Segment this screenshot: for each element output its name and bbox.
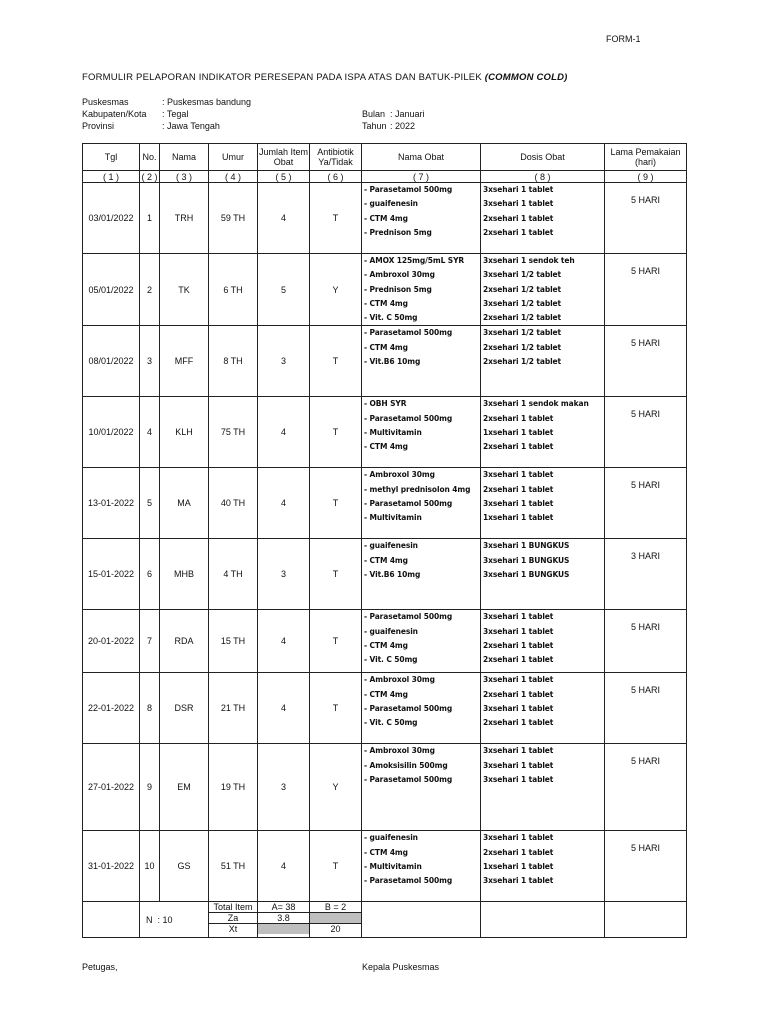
drug-name: - CTM 4mg	[364, 213, 408, 223]
drug-name: - CTM 4mg	[364, 555, 408, 565]
facility-info	[82, 96, 251, 132]
dose-list-cell	[481, 744, 605, 831]
dose-text: 2xsehari 1/2 tablet	[483, 313, 562, 323]
antibiotic-cell: T	[310, 539, 362, 610]
name-cell: TRH	[160, 183, 209, 254]
age-cell: 4 TH	[209, 539, 258, 610]
no-cell: 3	[140, 326, 160, 397]
no-cell: 5	[140, 468, 160, 539]
drug-name: - CTM 4mg	[364, 342, 408, 352]
dose-list-cell	[481, 326, 605, 397]
dose-text: 2xsehari 1 tablet	[483, 227, 554, 237]
xt-label: Xt	[228, 924, 238, 935]
header-no: No.	[140, 144, 160, 171]
age-cell: 8 TH	[209, 326, 258, 397]
shaded-cell	[258, 924, 309, 935]
header-tgl: Tgl	[83, 144, 140, 171]
antibiotic-cell: T	[310, 397, 362, 468]
antibiotic-cell: T	[310, 183, 362, 254]
dose-text: 3xsehari 1 sendok teh	[483, 256, 575, 265]
drug-name: - guaifenesin	[364, 626, 418, 636]
n-value: : 10	[157, 914, 173, 925]
header-nama-obat: Nama Obat	[362, 144, 481, 171]
dose-list-cell	[481, 183, 605, 254]
table-row	[83, 468, 687, 539]
item-count-cell: 4	[258, 468, 310, 539]
item-count-cell: 5	[258, 254, 310, 326]
drug-name: - AMOX 125mg/5mL SYR	[364, 256, 465, 265]
col-number: ( 2 )	[141, 171, 158, 182]
dose-text: 3xsehari 1 BUNGKUS	[483, 541, 570, 551]
b-value: B = 2	[310, 902, 361, 913]
date-cell: 31-01-2022	[83, 831, 140, 902]
dose-text: 2xsehari 1 tablet	[483, 718, 554, 728]
name-cell: RDA	[160, 610, 209, 673]
za-value: 3.8	[258, 913, 309, 924]
drug-name: - methyl prednisolon 4mg	[364, 484, 471, 494]
dose-text: 1xsehari 1 tablet	[483, 428, 554, 438]
drug-name: - Multivitamin	[364, 513, 422, 523]
dose-list-cell	[481, 254, 605, 326]
header-umur: Umur	[209, 144, 258, 171]
drug-name: - Parasetamol 500mg	[364, 328, 453, 338]
date-cell: 22-01-2022	[83, 673, 140, 744]
dose-list-cell	[481, 539, 605, 610]
age-cell: 59 TH	[209, 183, 258, 254]
col-number: ( 3 )	[160, 171, 209, 183]
dose-list-cell	[481, 397, 605, 468]
table-row	[83, 673, 687, 744]
dose-list-cell	[481, 831, 605, 902]
dose-text: 2xsehari 1 tablet	[483, 442, 554, 452]
antibiotic-cell: T	[310, 831, 362, 902]
drug-name: - Ambroxol 30mg	[364, 675, 435, 685]
dose-text: 3xsehari 1 tablet	[483, 704, 554, 714]
duration-cell: 5 HARI	[605, 468, 687, 539]
bulan-label: Bulan	[362, 109, 386, 119]
drug-list-cell	[362, 183, 481, 254]
summary-row	[83, 902, 687, 938]
name-cell: GS	[160, 831, 209, 902]
col-number: ( 4 )	[209, 171, 258, 183]
table-row	[83, 183, 687, 254]
drug-name: - CTM 4mg	[364, 298, 408, 308]
col-number: ( 5 )	[258, 171, 310, 183]
drug-name: - guaifenesin	[364, 199, 418, 209]
drug-name: - Prednison 5mg	[364, 284, 432, 294]
tahun-value: : 2022	[390, 121, 416, 131]
no-cell: 6	[140, 539, 160, 610]
date-cell: 20-01-2022	[83, 610, 140, 673]
no-cell: 8	[140, 673, 160, 744]
antibiotic-cell: T	[310, 610, 362, 673]
age-cell: 40 TH	[209, 468, 258, 539]
dose-text: 3xsehari 1 tablet	[483, 876, 554, 886]
antibiotic-cell: T	[310, 326, 362, 397]
drug-name: - Parasetamol 500mg	[364, 876, 453, 886]
form-code: FORM-1	[606, 34, 641, 44]
n-cell	[140, 902, 209, 938]
age-cell: 19 TH	[209, 744, 258, 831]
duration-cell: 5 HARI	[605, 831, 687, 902]
table-row	[83, 254, 687, 326]
title-main: FORMULIR PELAPORAN INDIKATOR PERESEPAN PADA ISPA ATAS DAN BATUK-PILEK	[82, 72, 482, 83]
dose-text: 2xsehari 1 tablet	[483, 655, 554, 665]
provinsi-value: : Jawa Tengah	[162, 121, 220, 131]
drug-name: - guaifenesin	[364, 833, 418, 843]
name-cell: DSR	[160, 673, 209, 744]
drug-name: - Multivitamin	[364, 862, 422, 872]
drug-name: - Vit.B6 10mg	[364, 570, 421, 580]
dose-text: 3xsehari 1 tablet	[483, 612, 554, 622]
dose-text: 1xsehari 1 tablet	[483, 862, 554, 872]
kabupaten-label: Kabupaten/Kota	[82, 109, 147, 119]
drug-name: - Parasetamol 500mg	[364, 185, 453, 194]
col-number: ( 1 )	[83, 171, 140, 183]
date-cell: 13-01-2022	[83, 468, 140, 539]
dose-text: 3xsehari 1 tablet	[483, 833, 554, 843]
name-cell: EM	[160, 744, 209, 831]
no-cell: 7	[140, 610, 160, 673]
drug-name: - Ambroxol 30mg	[364, 746, 435, 756]
duration-cell: 5 HARI	[605, 610, 687, 673]
dose-text: 3xsehari 1 tablet	[483, 185, 554, 194]
col-number: ( 8 )	[481, 171, 605, 183]
age-cell: 75 TH	[209, 397, 258, 468]
item-count-cell: 4	[258, 397, 310, 468]
name-cell: MA	[160, 468, 209, 539]
date-cell: 08/01/2022	[83, 326, 140, 397]
dose-text: 3xsehari 1/2 tablet	[483, 270, 562, 280]
age-cell: 21 TH	[209, 673, 258, 744]
table-row	[83, 397, 687, 468]
header-row	[83, 144, 687, 171]
no-cell: 1	[140, 183, 160, 254]
drug-name: - Ambroxol 30mg	[364, 270, 435, 280]
age-cell: 51 TH	[209, 831, 258, 902]
drug-list-cell	[362, 539, 481, 610]
kabupaten-value: : Tegal	[162, 109, 189, 119]
table-row	[83, 539, 687, 610]
dose-text: 3xsehari 1 BUNGKUS	[483, 555, 570, 565]
antibiotic-cell: T	[310, 673, 362, 744]
provinsi-label: Provinsi	[82, 121, 115, 131]
drug-list-cell	[362, 744, 481, 831]
date-cell: 10/01/2022	[83, 397, 140, 468]
drug-name: - Vit. C 50mg	[364, 313, 418, 323]
drug-list-cell	[362, 673, 481, 744]
dose-text: 2xsehari 1/2 tablet	[483, 284, 562, 294]
duration-cell: 5 HARI	[605, 183, 687, 254]
dose-text: 3xsehari 1 sendok makan	[483, 399, 589, 409]
dose-text: 1xsehari 1 tablet	[483, 513, 554, 523]
puskesmas-value: : Puskesmas bandung	[162, 97, 252, 107]
table-row	[83, 744, 687, 831]
item-count-cell: 3	[258, 744, 310, 831]
duration-cell: 5 HARI	[605, 673, 687, 744]
dose-text: 2xsehari 1/2 tablet	[483, 342, 562, 352]
drug-name: - Parasetamol 500mg	[364, 499, 453, 509]
col-number: ( 6 )	[310, 171, 362, 183]
total-item-label: Total Item	[209, 902, 257, 913]
name-cell: MHB	[160, 539, 209, 610]
drug-name: - Prednison 5mg	[364, 227, 432, 237]
drug-name: - Ambroxol 30mg	[364, 470, 435, 480]
drug-name: - CTM 4mg	[364, 689, 408, 699]
drug-name: - OBH SYR	[364, 399, 407, 409]
bulan-value: : Januari	[390, 109, 425, 119]
item-count-cell: 3	[258, 326, 310, 397]
no-cell: 9	[140, 744, 160, 831]
prescription-table	[82, 143, 687, 938]
dose-text: 2xsehari 1 tablet	[483, 847, 554, 857]
date-cell: 03/01/2022	[83, 183, 140, 254]
no-cell: 10	[140, 831, 160, 902]
duration-cell: 5 HARI	[605, 397, 687, 468]
antibiotic-cell: Y	[310, 254, 362, 326]
name-cell: TK	[160, 254, 209, 326]
dose-text: 3xsehari 1 tablet	[483, 675, 554, 685]
title-italic: (COMMON COLD)	[484, 72, 568, 83]
drug-name: - Vit.B6 10mg	[364, 357, 421, 367]
duration-cell: 5 HARI	[605, 254, 687, 326]
drug-name: - Multivitamin	[364, 428, 422, 438]
item-count-cell: 3	[258, 539, 310, 610]
name-cell: MFF	[160, 326, 209, 397]
date-cell: 27-01-2022	[83, 744, 140, 831]
header-dosis: Dosis Obat	[481, 144, 605, 171]
dose-text: 3xsehari 1 tablet	[483, 775, 554, 785]
dose-text: 3xsehari 1 BUNGKUS	[483, 570, 570, 580]
item-count-cell: 4	[258, 673, 310, 744]
dose-text: 2xsehari 1/2 tablet	[483, 357, 562, 367]
dose-text: 3xsehari 1/2 tablet	[483, 328, 562, 338]
dose-text: 2xsehari 1 tablet	[483, 413, 554, 423]
column-number-row	[83, 171, 687, 183]
dose-list-cell	[481, 673, 605, 744]
duration-cell: 5 HARI	[605, 744, 687, 831]
drug-name: - guaifenesin	[364, 541, 418, 551]
drug-list-cell	[362, 397, 481, 468]
dose-text: 3xsehari 1/2 tablet	[483, 298, 562, 308]
age-cell: 15 TH	[209, 610, 258, 673]
drug-name: - Vit. C 50mg	[364, 655, 418, 665]
kepala-label: Kepala Puskesmas	[362, 962, 440, 972]
period-info	[362, 108, 425, 132]
drug-name: - Amoksisilin 500mg	[364, 760, 448, 770]
dose-text: 2xsehari 1 tablet	[483, 641, 554, 651]
dose-list-cell	[481, 610, 605, 673]
header-jumlah: Jumlah Item Obat	[258, 144, 310, 171]
drug-name: - CTM 4mg	[364, 442, 408, 452]
a-value: A= 38	[258, 902, 309, 913]
table-row	[83, 326, 687, 397]
age-cell: 6 TH	[209, 254, 258, 326]
dose-text: 3xsehari 1 tablet	[483, 746, 554, 756]
date-cell: 15-01-2022	[83, 539, 140, 610]
dose-text: 3xsehari 1 tablet	[483, 470, 554, 480]
puskesmas-label: Puskesmas	[82, 97, 129, 107]
dose-text: 2xsehari 1 tablet	[483, 689, 554, 699]
drug-name: - Parasetamol 500mg	[364, 704, 453, 714]
dose-text: 2xsehari 1 tablet	[483, 213, 554, 223]
duration-cell: 5 HARI	[605, 326, 687, 397]
no-cell: 4	[140, 397, 160, 468]
col-number: ( 9 )	[605, 171, 687, 183]
name-cell: KLH	[160, 397, 209, 468]
za-label: Za	[209, 913, 257, 924]
drug-name: - CTM 4mg	[364, 641, 408, 651]
shaded-cell	[310, 913, 361, 924]
item-count-cell: 4	[258, 831, 310, 902]
drug-list-cell	[362, 468, 481, 539]
header-antibiotik: Antibiotik Ya/Tidak	[310, 144, 362, 171]
header-nama: Nama	[160, 144, 209, 171]
table-row	[83, 610, 687, 673]
duration-cell: 3 HARI	[605, 539, 687, 610]
dose-text: 3xsehari 1 tablet	[483, 199, 554, 209]
col-number: ( 7 )	[362, 171, 481, 183]
dose-text: 3xsehari 1 tablet	[483, 760, 554, 770]
drug-name: - Vit. C 50mg	[364, 718, 418, 728]
drug-name: - Parasetamol 500mg	[364, 775, 453, 785]
item-count-cell: 4	[258, 610, 310, 673]
dose-list-cell	[481, 468, 605, 539]
antibiotic-cell: T	[310, 468, 362, 539]
xt-value: 20	[330, 924, 341, 935]
drug-list-cell	[362, 831, 481, 902]
dose-text: 3xsehari 1 tablet	[483, 626, 554, 636]
drug-list-cell	[362, 610, 481, 673]
table-row	[83, 831, 687, 902]
drug-list-cell	[362, 326, 481, 397]
drug-name: - Parasetamol 500mg	[364, 413, 453, 423]
page-title	[82, 72, 568, 83]
date-cell: 05/01/2022	[83, 254, 140, 326]
drug-name: - Parasetamol 500mg	[364, 612, 453, 622]
dose-text: 3xsehari 1 tablet	[483, 499, 554, 509]
antibiotic-cell: Y	[310, 744, 362, 831]
n-label: N	[146, 914, 153, 925]
header-lama: Lama Pemakaian (hari)	[605, 144, 687, 171]
petugas-label: Petugas,	[82, 962, 118, 972]
tahun-label: Tahun	[362, 121, 387, 131]
drug-list-cell	[362, 254, 481, 326]
drug-name: - CTM 4mg	[364, 847, 408, 857]
no-cell: 2	[140, 254, 160, 326]
item-count-cell: 4	[258, 183, 310, 254]
dose-text: 2xsehari 1 tablet	[483, 484, 554, 494]
